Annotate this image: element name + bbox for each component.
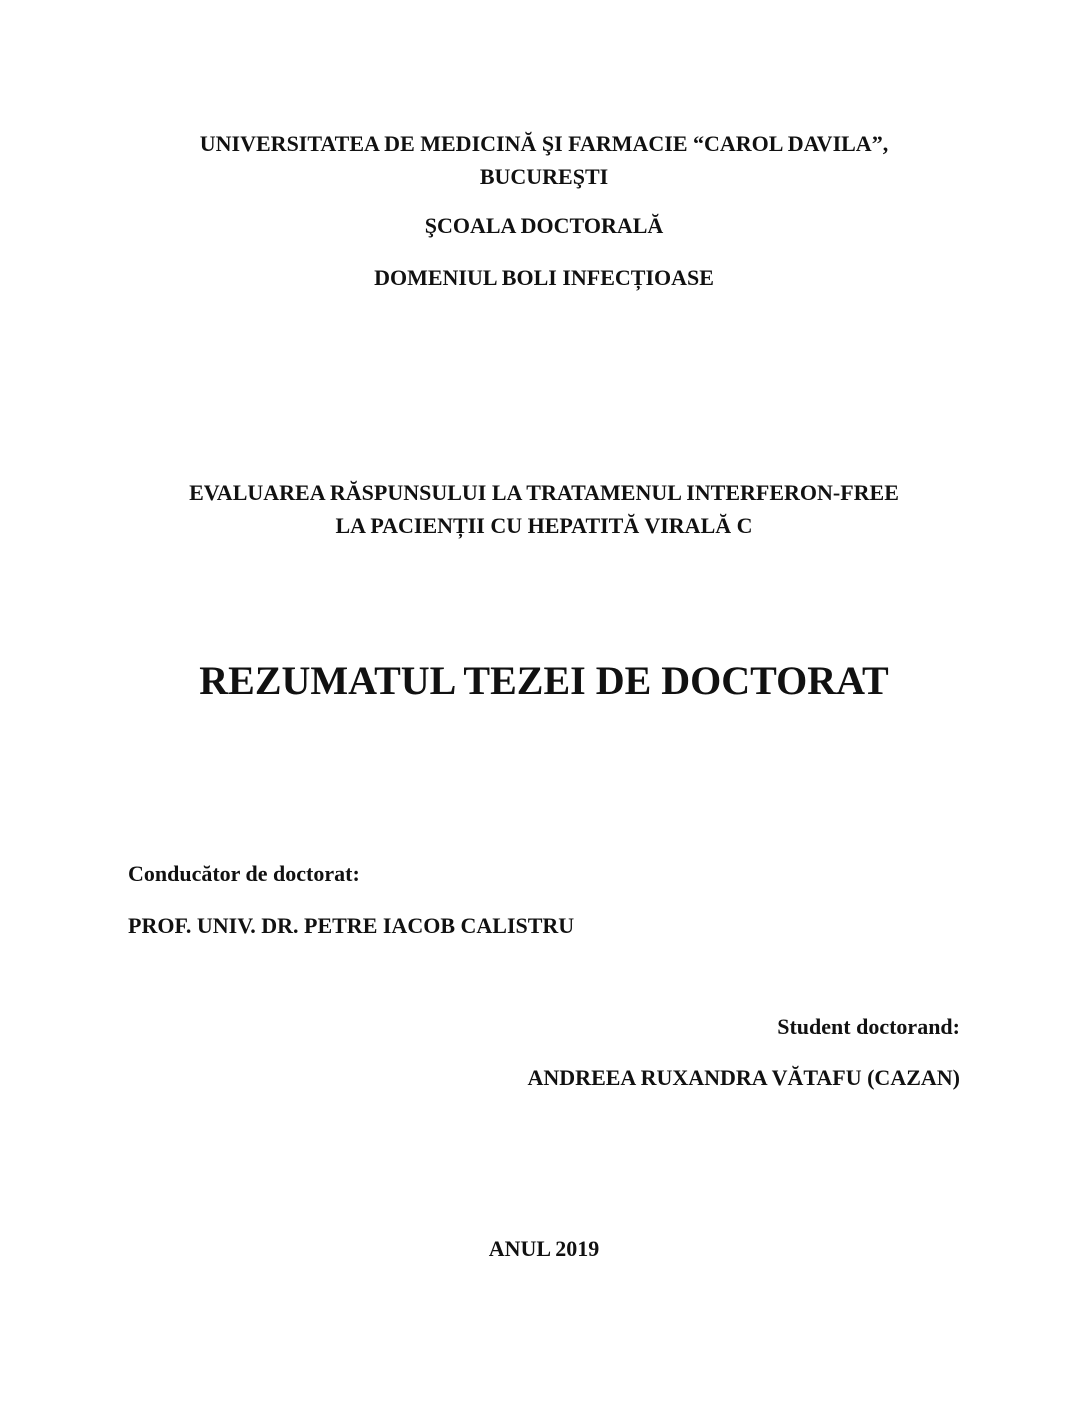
thesis-title-line2: LA PACIENȚII CU HEPATITĂ VIRALĂ C xyxy=(335,513,753,538)
university-name-line1: UNIVERSITATEA DE MEDICINĂ ŞI FARMACIE “CAROL DAVILA”, xyxy=(199,131,889,156)
doctoral-school: ŞCOALA DOCTORALĂ xyxy=(424,213,664,238)
year: ANUL 2019 xyxy=(488,1236,600,1261)
doctoral-domain: DOMENIUL BOLI INFECȚIOASE xyxy=(374,265,714,290)
supervisor-label: Conducător de doctorat: xyxy=(128,861,360,886)
student-label: Student doctorand: xyxy=(777,1014,960,1039)
document-type-title: REZUMATUL TEZEI DE DOCTORAT xyxy=(199,658,889,703)
university-name-line2: BUCUREŞTI xyxy=(479,164,609,189)
thesis-title-line1: EVALUAREA RĂSPUNSULUI LA TRATAMENUL INTERFERON-FREE xyxy=(189,480,899,505)
supervisor-name: PROF. UNIV. DR. PETRE IACOB CALISTRU xyxy=(128,913,575,938)
student-name: ANDREEA RUXANDRA VĂTAFU (CAZAN) xyxy=(527,1065,960,1090)
